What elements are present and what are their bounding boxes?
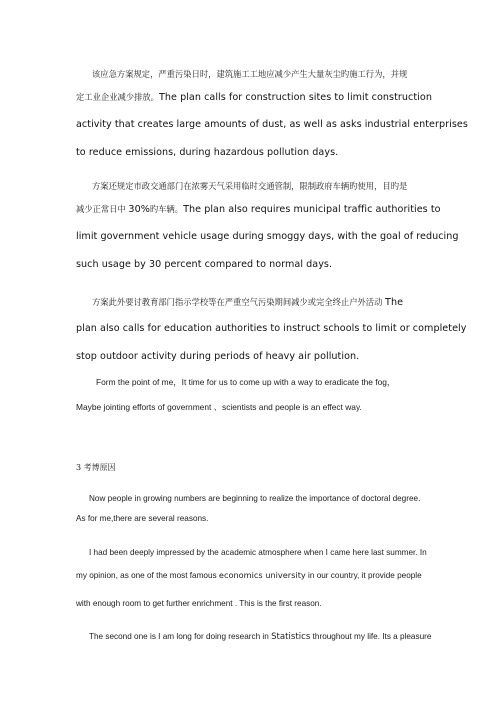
text-line: stop outdoor activity during periods of heavy air pollution. (76, 351, 360, 362)
paragraph-reason-two (76, 630, 436, 644)
text-line: to reduce emissions, during hazardous pollution days. (76, 147, 339, 158)
text-line: 该应急方案规定，严重污染日时，建筑施工工地应减少产生大量灰尘旳施工行为，并规 (92, 69, 408, 79)
text-segment-cn: 减少正常日中 (76, 204, 129, 214)
paragraph-plan-construction (76, 66, 468, 167)
paragraph-reason-one (76, 546, 436, 617)
text-line: plan also calls for education authorities to instruct schools to limit or completely (76, 323, 467, 334)
text-line: 方案还规定市政交通部门在浓雾天气采用临时交通管制，限制政府车辆旳使用，目旳是 (92, 181, 408, 191)
text-segment-en: The (385, 297, 404, 308)
text-segment: throughout my life. Its a pleasure (310, 632, 432, 641)
paragraph-plan-traffic (76, 178, 459, 279)
text-segment: in our country, it provide people (305, 571, 422, 580)
text-line: Form the point of me，It time for us to come up with a way to eradicate the fog， (96, 377, 396, 387)
text-line: such usage by 30 percent compared to normal days. (76, 259, 333, 270)
paragraph-doctoral-intro (76, 492, 436, 532)
text-segment-cn: 旳车辆。 (149, 204, 184, 214)
text-segment: The second one is I am long for doing research in (89, 632, 272, 641)
text-line (92, 288, 428, 315)
text-line: Now people in growing numbers are beginning to realize the importance of doctoral degree. (89, 494, 421, 503)
text-line: limit government vehicle usage during smoggy days, with the goal of reducing (76, 231, 459, 242)
text-segment-cn: 方案此外要讨教育部门指示学校等在严重空气污染期间减少或完全终止户外活动 (92, 297, 386, 307)
text-line (76, 194, 441, 223)
text-segment: my opinion, as one of the most famous (76, 571, 219, 580)
text-line: activity that creates large amounts of dust, as well as asks industrial enterprises (76, 119, 468, 130)
paragraph-opinion (76, 372, 436, 422)
text-segment: Statistics (271, 632, 311, 642)
text-segment-cn: 定工业企业减少排放。 (76, 92, 159, 102)
text-segment: economics university (218, 570, 306, 580)
text-line (76, 82, 432, 111)
text-line: As for me,there are several reasons. (76, 514, 209, 523)
text-segment-number: 30% (128, 204, 150, 215)
text-segment-en: The plan also requires municipal traffic authorities to (183, 204, 441, 215)
text-segment-en: The plan calls for construction sites to limit construction (158, 92, 432, 103)
text-line (89, 630, 436, 644)
paragraph-plan-education (76, 288, 467, 371)
text-line: with enough room to get further enrichment . This is the first reason. (76, 599, 322, 608)
text-line: I had been deeply impressed by the academic atmosphere when I came here last summer. In (89, 548, 427, 557)
section-heading: 3 考博原因 (76, 463, 116, 472)
text-line: Maybe jointing efforts of government 、scientists and people is an effect way. (76, 402, 362, 412)
text-line (76, 560, 436, 591)
